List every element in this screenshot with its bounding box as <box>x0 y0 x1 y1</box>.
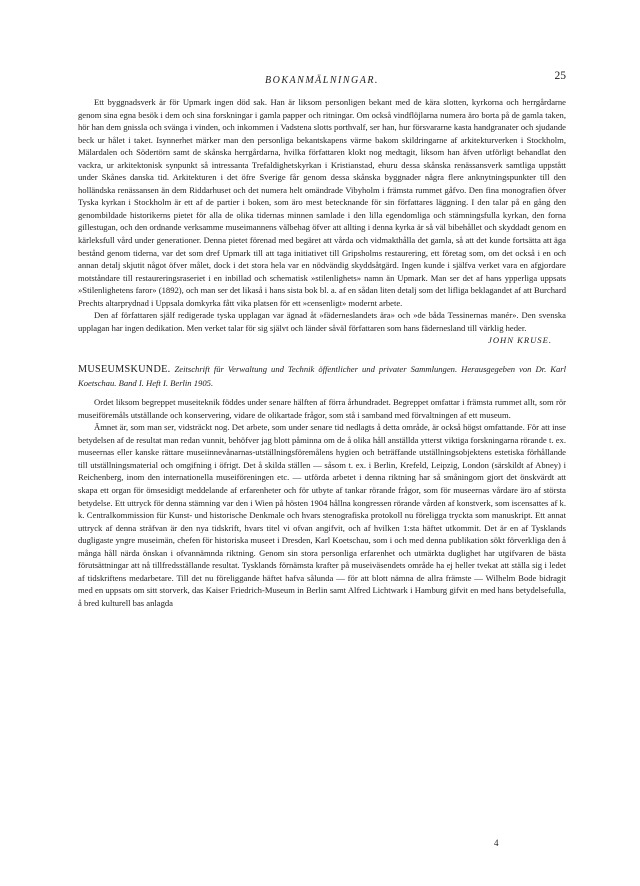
paragraph: Ämnet är, som man ser, vidsträckt nog. Det arbete, som under senare tid nedlagts å detta område, är också högst omfattande. För att inse betydelsen af de resultat man redan vunnit, behöfver jag blott påminna om de å olika håll anställda ytterst viktiga forskningarna rörande t. ex. museernas eller kanske rättare museiinnevånarnas-utställningsföremålens hygien och beträffande utställningsobjektens estetiska förhållande till utställningsmaterial och omgifning i öfrigt. Det å skilda ställen — såsom t. ex. i Berlin, Krefeld, Leipzig, London (särskildt af Abney) i Reichenberg, inom den internationella museiföreningen etc. — utförda arbetet i denna riktning har så småningom gjort det önskvärdt att skapa ett organ för ömsesidigt meddelande af erfarenheter och för utbyte af tankar rörande frågor, som för museernas vårdare äro af största betydelse. Ett uttryck för denna stämning var den i Wien på hösten 1904 hållna kongressen rörande vården af konstverk, som iscensattes af k. k. Centralkommission für Kunst- und historische Denkmale och hvars stenografiska protokoll nu föreligga tryckta som manuskript. Ett annat uttryck af denna sträfvan är den nya tidskrift, hvars titel vi ofvan angifvit, och af hvilken 1:sta häftet utkommit. Det är en af Tysklands dugligaste yngre museimän, chefen för historiska museet i Dresden, Karl Koetschau, som i och med denna publikation sökt förverkliga den å många håll närda önskan i ofvannämnda riktning. Genom sin stora personliga erfarenhet och utmärkta duglighet har utgifvaren de bästa förutsättningar att nå tillfredsställande resultat. Tysklands förnämsta krafter på museiväsendets område ha ej heller tvekat att ställa sig i ledet af tidskriftens medarbetare. Till det nu föreliggande häftet hafva sålunda — för att blott nämna de allra främste — Wilhelm Bode bidragit med en uppsats om sitt storverk, das Kaiser Friedrich-Museum in Berlin samt Alfred Lichtwark i Hamburg gifvit en med hans betydelsefulla, å bred kulturell bas anlagda <box>78 422 566 608</box>
running-head: BOKANMÄLNINGAR. <box>265 75 379 86</box>
review-author: JOHN KRUSE. <box>488 335 552 346</box>
paragraph: Ordet liksom begreppet museiteknik föddes under senare hälften af förra århundradet. Begreppet omfattar i främsta rummet allt, som rör museiföremåls utställande och konservering, vidare de olikartade frågor, som stå i samband med förvaltningen af ett museum. <box>78 397 566 420</box>
page-number: 25 <box>554 70 566 82</box>
review-museumskunde <box>78 396 566 609</box>
review-title: MUSEUMSKUNDE. <box>78 364 171 376</box>
page-header <box>78 70 566 90</box>
review-heading <box>78 363 566 389</box>
review-kruse <box>78 96 566 345</box>
document-page <box>78 70 566 610</box>
paragraph: Ett byggnadsverk är för Upmark ingen död sak. Han är liksom personligen bekant med de kära slotten, kyrkorna och herrgårdarne genom sina egna besök i dem och sina forskningar i gamla papper och ritningar. Om också vindflöjlarna numera äro borta på de gamla taken, hör han dem gnissla och svänga i vinden, och inkommen i Vadstena slotts porthvalf, ser han, hur försvararne kasta handgranater och sjudande beck ur hålet i taket. Isynnerhet märker man den personliga bekantskapens värme bakom skildringarne af arkitekturverken i Stockholm, Mälardalen och Södertörn samt de skånska herrgårdarna, hvilka författaren klokt nog medtagit, liksom han äfven utförligt behandlat den vackra, ur arkitektonisk synpunkt så intressanta Trefaldighetskyrkan i Kristianstad, ehuru dessa skånska renässansverk samtliga uppstått under Skånes danska tid. Arkitekturen i det öfre Sverige får genom dessa skånska byggnader några flere anknytningspunkter till den holländska renässansen än dem Riddarhuset och det numera helt omändrade Vibyholm i främsta rummet gåfvo. Den fina monografien öfver Tyska kyrkan i Stockholm är ett af de partier i boken, som äro mest betecknande för sin författares läggning. I den talar på en gång den genombildade historikerns pietet för alla de olika tidernas minnen samlade i den lilla egendomliga och stämningsfulla kyrkan, den forna gillestugan, och den ordnande verksamme museimannens välbehag öfver att allting i denna kyrka är så väl bibehållet och skyddadt genom en kärleksfull vård under generationer. Denna pietet förenad med begäret att vårda och vidmakthålla det gamla, så att det kunde fortsätta att äga bestånd genom tiderna, var det som dref Upmark till att taga initiativet till Gripsholms restaurering, ett företag som, om det också i en och annan detalj skjutit något öfver målet, dock i det stora hela var en nödvändig skyddsåtgärd. Ingen kunde i själfva verket vara en afgjordare motståndare till restaureringsraseriet i en inbillad och schematisk »stilenlighets» namn än Upmark. Man ser det af hans ypperliga uppsats »Stilenlighetens faror» (1892), och man ser det likaså i hans sista bok bl. a. af en sådan liten detalj som det lifliga beklagandet af att Burchard Prechts altarprydnad i Uppsala domkyrka fått vika platsen för ett »censenligt» modernt arbete. <box>78 97 566 308</box>
paragraph: Den af författaren själf redigerade tyska upplagan var ägnad åt »fäderneslandets ära» och »de båda Tessinernas manér». Den svenska upplagan har ingen dedikation. Men verket talar för sig självt och länder såväl författaren som hans fädernesland till värklig heder. <box>78 310 566 333</box>
signature-mark: 4 <box>494 838 499 848</box>
review-bibliography: Zeitschrift für Verwaltung und Technik öffentlicher und privater Sammlungen. Herausgegeben von Dr. Karl Koetschau. Band I. Heft I. Berlin 1905. <box>78 364 566 388</box>
